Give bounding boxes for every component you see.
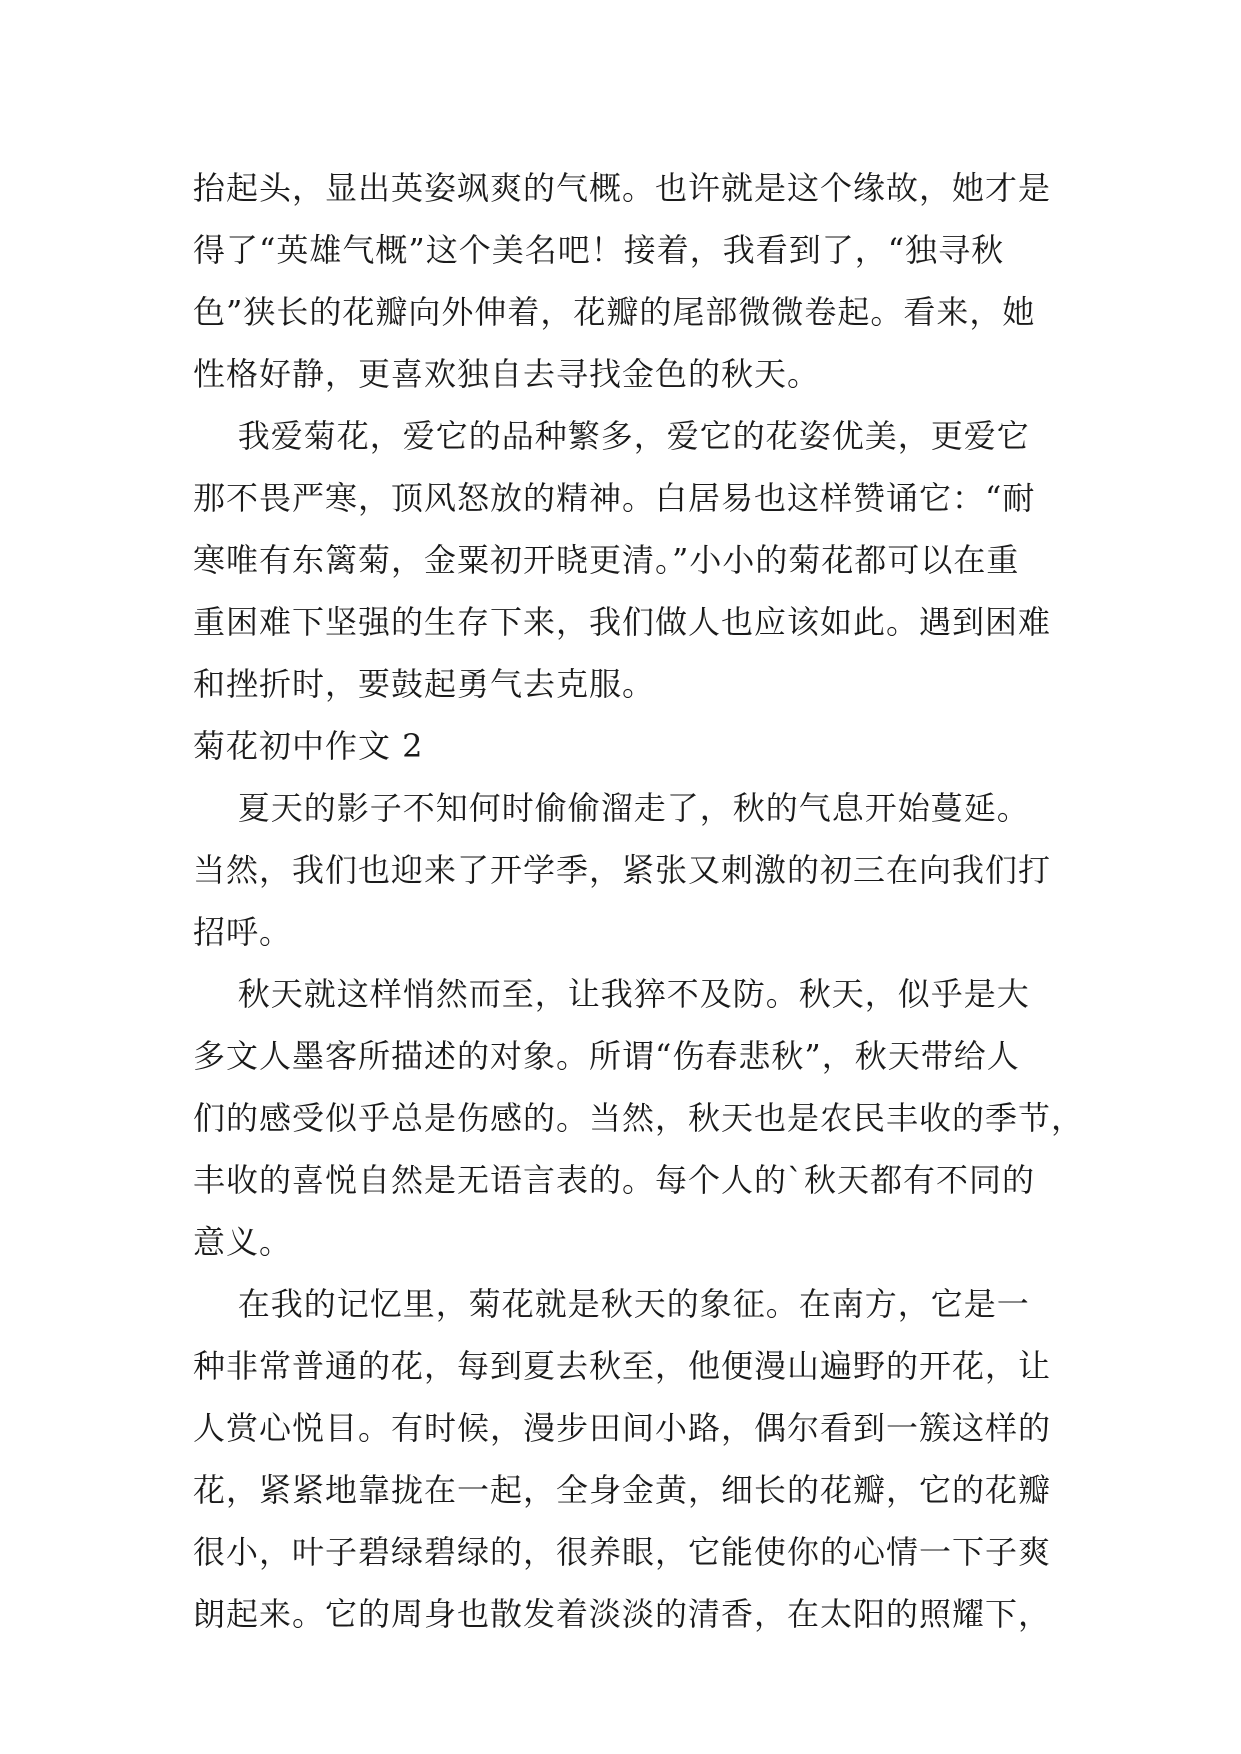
document-body [193, 157, 1093, 1645]
text-line: 和挫折时，要鼓起勇气去克服。 [193, 665, 656, 703]
text-line: 重困难下坚强的生存下来，我们做人也应该如此。遇到困难 [193, 603, 1052, 641]
paragraph-start-line: 我爱菊花，爱它的品种繁多，爱它的花姿优美，更爱它 [193, 417, 1030, 455]
text-line: 得了“英雄气概”这个美名吧！接着，我看到了，“独寻秋 [193, 231, 1005, 269]
text-line: 那不畏严寒，顶风怒放的精神。白居易也这样赞诵它：“耐 [193, 479, 1036, 517]
text-line: 花，紧紧地靠拢在一起，全身金黄，细长的花瓣，它的花瓣 [193, 1471, 1052, 1509]
text-line: 意义。 [193, 1223, 293, 1261]
text-line: 性格好静，更喜欢独自去寻找金色的秋天。 [193, 355, 821, 393]
text-line: 招呼。 [193, 913, 293, 951]
paragraph-start-line: 夏天的影子不知何时偷偷溜走了，秋的气息开始蔓延。 [193, 789, 1030, 827]
text-line: 色”狭长的花瓣向外伸着，花瓣的尾部微微卷起。看来，她 [193, 293, 1036, 331]
section-heading: 菊花初中作文 2 [193, 727, 424, 765]
paragraph-start-line: 秋天就这样悄然而至，让我猝不及防。秋天，似乎是大 [193, 975, 1030, 1013]
paragraph-start-line: 在我的记忆里，菊花就是秋天的象征。在南方，它是一 [193, 1285, 1030, 1323]
text-line: 当然，我们也迎来了开学季，紧张又刺激的初三在向我们打 [193, 851, 1052, 889]
text-line: 朗起来。它的周身也散发着淡淡的清香，在太阳的照耀下， [193, 1595, 1052, 1633]
text-line: 很小，叶子碧绿碧绿的，很养眼，它能使你的心情一下子爽 [193, 1533, 1052, 1571]
text-line: 种非常普通的花，每到夏去秋至，他便漫山遍野的开花，让 [193, 1347, 1052, 1385]
text-line: 们的感受似乎总是伤感的。当然，秋天也是农民丰收的季节， [193, 1099, 1085, 1137]
text-line: 丰收的喜悦自然是无语言表的。每个人的`秋天都有不同的 [193, 1161, 1036, 1199]
text-line: 人赏心悦目。有时候，漫步田间小路，偶尔看到一簇这样的 [193, 1409, 1052, 1447]
text-line: 抬起头，显出英姿飒爽的气概。也许就是这个缘故，她才是 [193, 169, 1052, 207]
text-line: 多文人墨客所描述的对象。所谓“伤春悲秋”，秋天带给人 [193, 1037, 1020, 1075]
text-line: 寒唯有东篱菊，金粟初开晓更清。”小小的菊花都可以在重 [193, 541, 1020, 579]
